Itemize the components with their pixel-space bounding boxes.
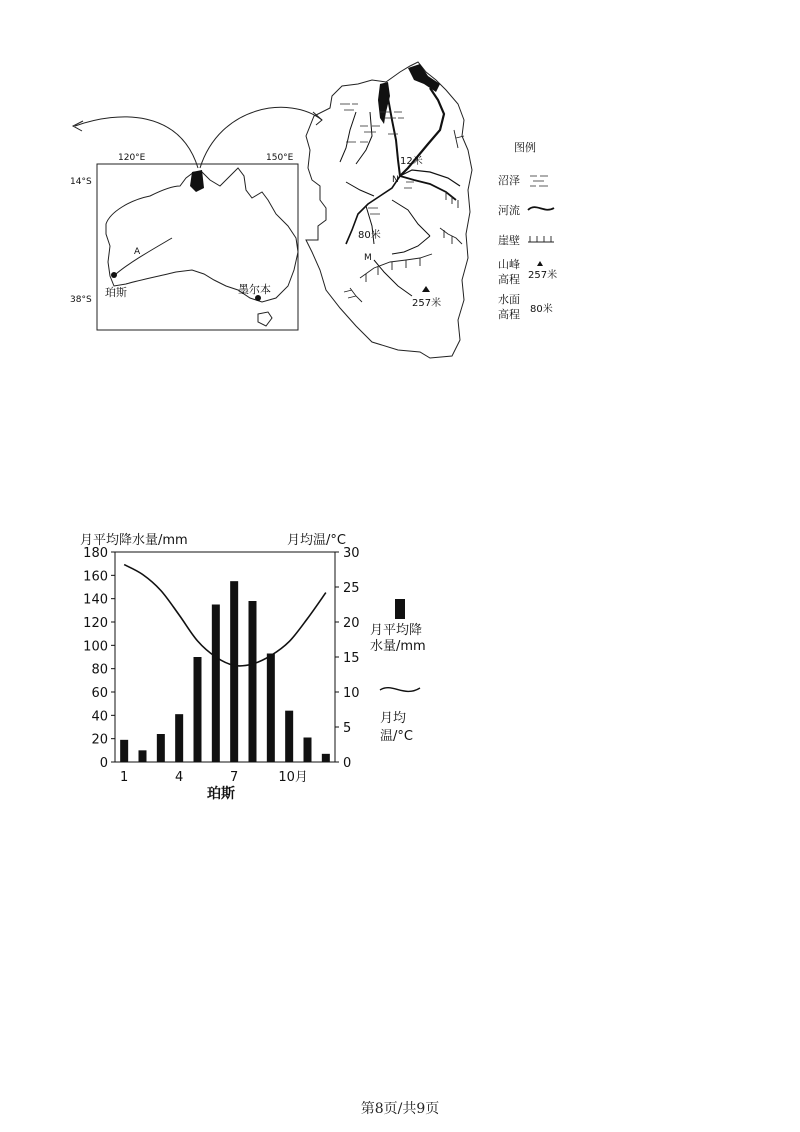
legend-water-line1: 水面 (498, 293, 520, 306)
arrow-right (200, 107, 322, 168)
precip-bar-8 (249, 601, 257, 762)
right-tick-label-2: 10 (343, 686, 360, 701)
map-legend (498, 140, 557, 321)
legend-bar-line1: 月平均降 (370, 623, 423, 638)
peak-triangle-icon (422, 286, 430, 292)
left-tick-label-5: 100 (83, 639, 108, 655)
point-a-label: A (134, 247, 141, 257)
ylabel-left: 月平均降水量/mm (80, 533, 188, 548)
right-tick-label-4: 20 (343, 616, 360, 631)
region-black-top (408, 64, 440, 92)
peak-legend-icon (537, 261, 543, 266)
precip-bar-3 (157, 734, 165, 762)
elev-257-label: 257米 (412, 298, 442, 309)
legend-water-value: 80米 (530, 304, 553, 315)
legend-peak-line2: 高程 (498, 273, 520, 286)
right-tick-label-1: 5 (343, 721, 352, 736)
precip-bar-11 (304, 738, 312, 763)
legend-line-line2: 温/°C (380, 729, 413, 744)
right-tick-label-3: 15 (343, 651, 360, 666)
perth-label: 珀斯 (105, 286, 127, 299)
right-tick-labels (335, 546, 360, 771)
river-legend-icon (528, 207, 554, 210)
legend-water-line2: 高程 (498, 308, 520, 321)
lon-label-150: 150°E (266, 153, 294, 163)
x-tick-label-1: 4 (175, 770, 184, 785)
precip-bar-9 (267, 654, 275, 763)
melbourne-label: 墨尔本 (238, 283, 271, 296)
legend-peak-line1: 山峰 (498, 258, 520, 271)
climate-chart (0, 500, 800, 810)
map-figure (0, 0, 800, 400)
lon-label-120: 120°E (118, 153, 146, 163)
precip-bar-7 (230, 581, 238, 762)
elev-80-label: 80米 (358, 230, 381, 241)
precip-bar-1 (120, 740, 128, 762)
left-tick-label-9: 180 (83, 546, 108, 561)
precip-bar-10 (285, 711, 293, 762)
left-tick-label-8: 160 (83, 569, 108, 585)
x-tick-label-3: 10月 (278, 770, 308, 785)
right-tick-label-0: 0 (343, 756, 352, 771)
left-tick-label-6: 120 (83, 616, 108, 631)
swamp-legend-icon (530, 176, 548, 186)
legend-line-line1: 月均 (380, 711, 407, 726)
left-tick-label-4: 80 (91, 662, 108, 678)
legend-cliff-label: 崖壁 (498, 234, 520, 247)
point-m-label: M (364, 253, 372, 263)
legend-bar-icon (395, 599, 405, 619)
legend-bar-line2: 水量/mm (370, 639, 426, 654)
precip-bar-5 (194, 657, 202, 762)
left-tick-labels (83, 546, 115, 771)
rivers (340, 88, 460, 296)
study-region-inset (190, 170, 204, 192)
perth-dot (111, 272, 117, 278)
precip-bar-12 (322, 754, 330, 762)
left-tick-label-0: 0 (99, 756, 108, 771)
lat-label-38: 38°S (70, 295, 92, 305)
cliff-legend-icon (528, 236, 554, 242)
legend-river-label: 河流 (498, 204, 520, 217)
legend-peak-value: 257米 (528, 270, 558, 281)
point-n-label: N (392, 175, 399, 185)
lat-label-14: 14°S (70, 177, 92, 187)
legend-swamp-label: 沼泽 (498, 174, 520, 187)
chart-title: 珀斯 (207, 786, 235, 802)
left-tick-label-1: 20 (91, 732, 108, 748)
precip-bars (120, 581, 330, 762)
right-tick-label-5: 25 (343, 581, 360, 596)
x-tick-label-0: 1 (120, 770, 129, 785)
left-tick-label-2: 40 (91, 709, 108, 725)
x-tick-labels (120, 770, 308, 785)
page-footer: 第8页/共9页 (360, 1101, 440, 1117)
right-tick-label-6: 30 (343, 546, 360, 561)
ylabel-right: 月均温/°C (287, 533, 346, 548)
legend-line-icon (380, 688, 420, 692)
legend-title: 图例 (514, 141, 536, 154)
precip-bar-4 (175, 714, 183, 762)
left-tick-label-7: 140 (83, 592, 108, 608)
temperature-line (124, 565, 326, 666)
tasmania (258, 312, 272, 326)
left-tick-label-3: 60 (91, 686, 108, 701)
precip-bar-6 (212, 605, 220, 763)
elev-12-label: 12米 (400, 156, 423, 167)
precip-bar-2 (139, 750, 147, 762)
x-tick-label-2: 7 (230, 770, 239, 785)
